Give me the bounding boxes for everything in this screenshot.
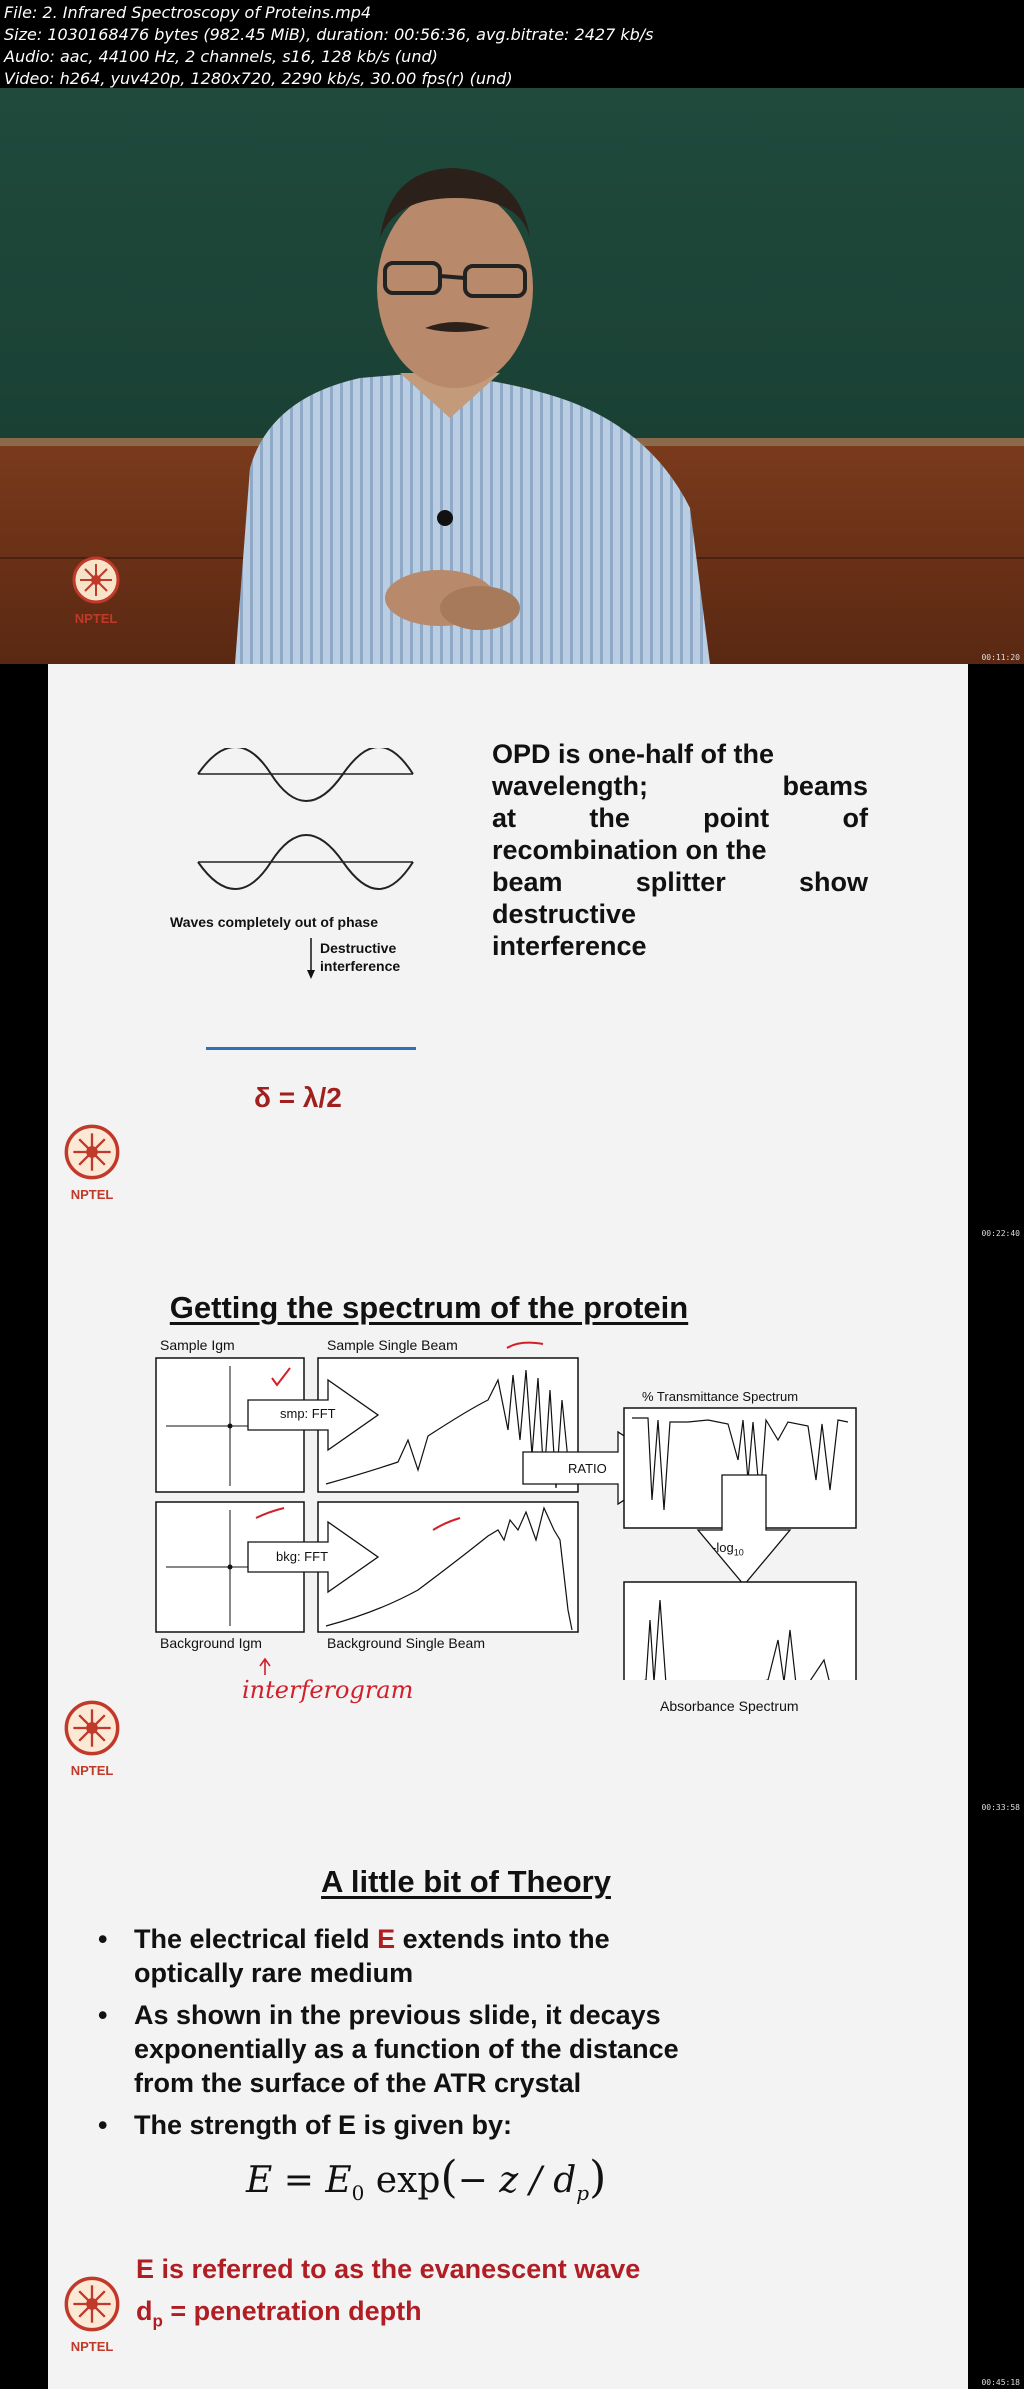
- lecturer-scene: [0, 88, 1024, 664]
- nptel-logo: [60, 1700, 124, 1778]
- nptel-logo: [60, 1124, 124, 1202]
- red-p: p: [152, 2311, 163, 2331]
- bullet-2-line-2: exponentially as a function of the distance: [134, 2034, 679, 2064]
- opd-line-4: recombination on the: [492, 835, 767, 865]
- bullet-1-e: E: [377, 1924, 396, 1954]
- red-note-2: [136, 2296, 422, 2331]
- absorbance-label: Absorbance Spectrum: [660, 1698, 799, 1714]
- waves-out-of-phase-diagram: [168, 748, 428, 918]
- transmittance-label: % Transmittance Spectrum: [642, 1389, 799, 1404]
- nptel-emblem-icon: [64, 1700, 120, 1756]
- opd-word: show: [798, 867, 868, 897]
- opd-word: beam: [492, 867, 563, 897]
- eq-open-paren: (: [440, 2152, 458, 2203]
- nptel-label: NPTEL: [70, 1187, 114, 1202]
- spectrum-flow-diagram: [48, 1240, 968, 1680]
- opd-word: point: [703, 803, 770, 833]
- nptel-emblem-icon: [64, 2276, 120, 2332]
- nptel-label: NPTEL: [70, 1763, 114, 1778]
- opd-line-3: [492, 802, 868, 834]
- bullet-1-part-b: extends into the: [395, 1924, 610, 1954]
- video-frame-3: [0, 1240, 1024, 1814]
- file-info-line-2: Size: 1030168476 bytes (982.45 MiB), duration: 00:56:36, avg.bitrate: 2427 kb/s: [4, 25, 654, 44]
- opd-line-1: OPD is one-half of the: [492, 739, 775, 769]
- opd-line-7: interference: [492, 931, 647, 961]
- opd-word: beams: [782, 771, 868, 801]
- opd-word: the: [589, 803, 630, 833]
- slide-title: Getting the spectrum of the protein: [169, 1290, 689, 1325]
- timecode-2: 00:22:40: [981, 1229, 1020, 1238]
- opd-word: splitter: [635, 867, 726, 897]
- bullet-list: [98, 1922, 920, 2142]
- bullet-3-text: The strength of E is given by:: [134, 2110, 513, 2140]
- red-d: d: [136, 2296, 153, 2326]
- bkg-fft-label: bkg: FFT: [276, 1549, 329, 1564]
- nptel-label: NPTEL: [74, 611, 118, 626]
- slide-title: A little bit of Theory: [321, 1864, 611, 1899]
- file-info-line-1: File: 2. Infrared Spectroscopy of Proteins.mp4: [4, 3, 372, 22]
- bullet-2-line-3: from the surface of the ATR crystal: [134, 2068, 582, 2098]
- file-info-line-3: Audio: aac, 44100 Hz, 2 channels, s16, 128 kb/s (und): [4, 47, 438, 66]
- nptel-label: NPTEL: [70, 2339, 114, 2354]
- opd-word: at: [492, 803, 517, 833]
- sample-single-beam-label: Sample Single Beam: [327, 1337, 458, 1353]
- slide-theory: [48, 1814, 968, 2389]
- file-info-header: [0, 0, 1024, 88]
- eq-sub-0: 0: [351, 2181, 365, 2206]
- bullet-1: [98, 1922, 920, 1990]
- red-note-1: E is referred to as the evanescent wave: [136, 2254, 641, 2284]
- opd-line-2: [492, 770, 868, 802]
- timecode-4: 00:45:18: [981, 2378, 1020, 2387]
- sample-igm-label: Sample Igm: [160, 1337, 235, 1353]
- bullet-1-text: [134, 1922, 920, 1990]
- slide-spectrum: [48, 1240, 968, 1814]
- eq-close-paren: ): [589, 2152, 607, 2203]
- eq-sub-p: p: [576, 2181, 590, 2206]
- bullet-dot: •: [98, 2110, 108, 2140]
- bullet-1-part-a: The electrical field: [134, 1924, 378, 1954]
- nptel-emblem-icon: [64, 1124, 120, 1180]
- background-igm-label: Background Igm: [160, 1635, 262, 1651]
- interference-label: interference: [320, 958, 401, 974]
- opd-line-5: [492, 866, 868, 898]
- bullet-1-line-1: [134, 1922, 920, 1956]
- bullet-1-line-2: optically rare medium: [134, 1958, 414, 1988]
- nptel-emblem-icon: [72, 556, 120, 604]
- timecode-1: 00:11:20: [981, 653, 1020, 662]
- log-text: -log: [712, 1540, 734, 1555]
- bullet-2: [98, 1998, 920, 2100]
- eq-body: − z / d: [457, 2160, 577, 2201]
- video-frame-2: [0, 664, 1024, 1240]
- file-info-line-4: Video: h264, yuv420p, 1280x720, 2290 kb/s, 30.00 fps(r) (und): [4, 69, 513, 88]
- opd-word: of: [842, 803, 868, 833]
- log10-label: [712, 1540, 744, 1558]
- eq-exp: exp: [364, 2160, 441, 2201]
- background-single-beam-label: Background Single Beam: [327, 1635, 485, 1651]
- nptel-logo: [60, 2276, 124, 2354]
- equation: [246, 2152, 606, 2205]
- handwritten-interferogram: interferogram: [242, 1676, 414, 1704]
- nptel-logo: [64, 556, 128, 626]
- red-line-2-text: = penetration depth: [162, 2296, 422, 2326]
- blue-line: [206, 1047, 416, 1050]
- ratio-label: RATIO: [568, 1461, 607, 1476]
- opd-line-6: destructive: [492, 899, 637, 929]
- destructive-label: Destructive: [320, 940, 397, 956]
- slide-opd: [48, 664, 968, 1240]
- bullet-dot: •: [98, 2000, 108, 2030]
- bullet-dot: •: [98, 1924, 108, 1954]
- delta-formula: δ = λ/2: [254, 1082, 342, 1113]
- video-frame-4: [0, 1814, 1024, 2389]
- smp-fft-label: smp: FFT: [280, 1406, 336, 1421]
- bullet-3: [98, 2108, 920, 2142]
- bullet-2-line-1: As shown in the previous slide, it decays: [134, 2000, 661, 2030]
- wave-label: Waves completely out of phase: [170, 914, 378, 930]
- opd-text: [492, 738, 868, 962]
- bullet-2-text: [134, 1998, 920, 2100]
- bullet-1-words: [134, 1922, 610, 1956]
- down-arrow-icon: [306, 938, 316, 980]
- opd-word: wavelength;: [492, 771, 649, 801]
- timecode-3: 00:33:58: [981, 1803, 1020, 1812]
- eq-e0: E: [325, 2160, 352, 2201]
- eq-equals: =: [272, 2160, 326, 2201]
- video-frame-1: [0, 88, 1024, 664]
- log-sub: 10: [733, 1547, 744, 1558]
- eq-e: E: [246, 2160, 273, 2201]
